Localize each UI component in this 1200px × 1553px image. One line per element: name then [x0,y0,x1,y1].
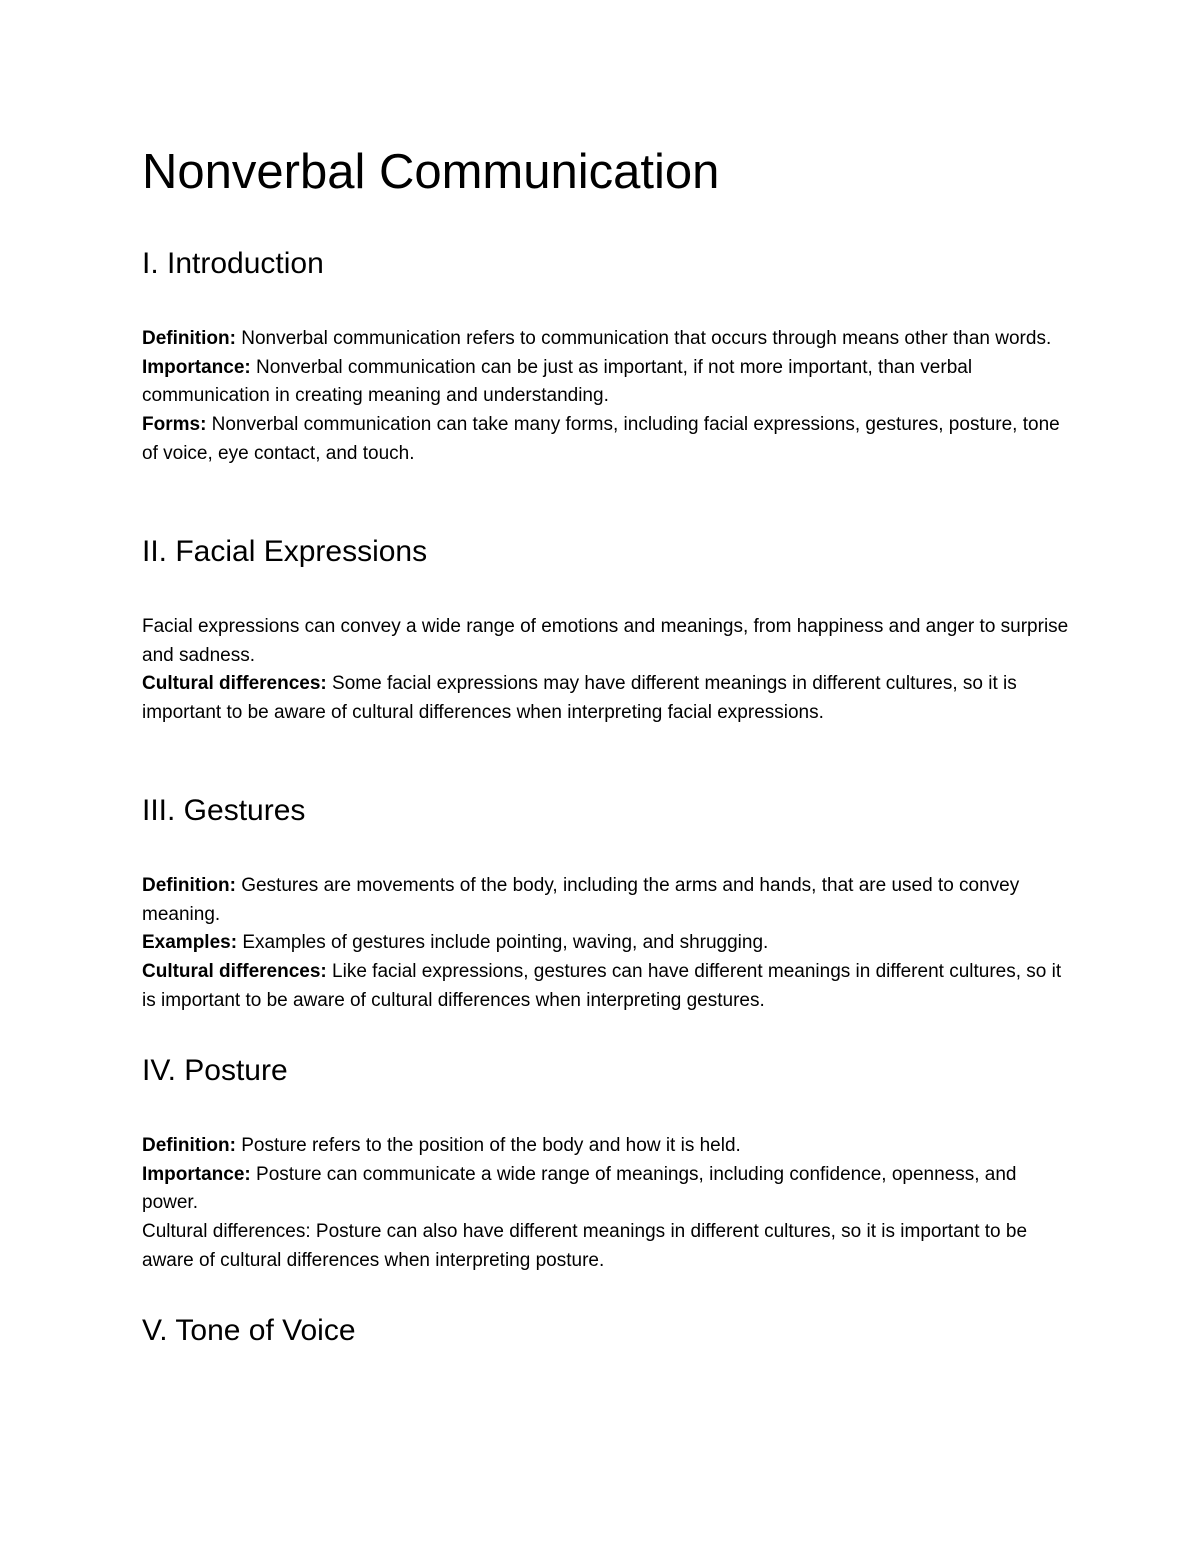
paragraph [142,872,1072,929]
section-facial-expressions-body [142,613,1072,728]
paragraph-label: Definition: [142,875,236,896]
section-heading: III. Gestures [142,794,306,827]
paragraph-text: Nonverbal communication can take many forms, including facial expressions, gestures, posture, tone of voice, eye contact, and touch. [142,414,1060,464]
paragraph [142,325,1072,354]
section-heading: V. Tone of Voice [142,1314,356,1347]
section-introduction-body [142,325,1072,469]
section-facial-expressions [142,532,1072,572]
paragraph-label: Forms: [142,414,207,436]
section-gestures [142,791,1072,831]
paragraph-label: Definition: [142,1135,236,1156]
section-tone-of-voice [142,1311,1072,1351]
paragraph-text: Some facial expressions may have different meanings in different cultures, so it is important to be aware of cultural differences when interpreting facial expressions. [142,673,1017,724]
paragraph-text: Like facial expressions, gestures can have different meanings in different cultures, so it is important to be aware of cultural differences when interpreting gestures. [142,961,1062,1011]
paragraph-text: Nonverbal communication can be just as important, if not more important, than verbal communication in creating meaning and understanding. [142,356,973,407]
paragraph-text: Posture can communicate a wide range of meanings, including confidence, openness, and power. [142,1163,1017,1214]
paragraph-label: Examples: [142,932,238,954]
paragraph-text: Gestures are movements of the body, including the arms and hands, that are used to convey meaning. [142,875,1020,925]
paragraph-label: Definition: [142,328,236,349]
paragraph-label: Cultural differences: [142,961,327,983]
paragraph-text: Facial expressions can convey a wide range of emotions and meanings, from happiness and anger to surprise and sadness. [142,616,1069,666]
paragraph-text: Cultural differences: Posture can also have different meanings in different cultures, so it is important to be aware of cultural differences when interpreting posture. [142,1221,1028,1271]
paragraph-label: Importance: [142,356,251,378]
paragraph [142,1161,1072,1218]
paragraph-label: Cultural differences: [142,673,327,695]
paragraph [142,929,1072,958]
paragraph-text: Posture refers to the position of the body and how it is held. [235,1135,741,1156]
paragraph [142,354,1072,411]
paragraph [142,1132,1072,1161]
paragraph [142,411,1072,468]
section-heading: II. Facial Expressions [142,535,428,568]
section-heading: I. Introduction [142,247,324,280]
paragraph-text: Nonverbal communication refers to communication that occurs through means other than words. [235,328,1052,349]
section-heading: IV. Posture [142,1054,288,1087]
section-gestures-body [142,872,1072,1016]
paragraph-label: Importance: [142,1163,251,1185]
section-posture [142,1051,1072,1091]
paragraph [142,613,1072,670]
paragraph [142,670,1072,727]
section-posture-body [142,1132,1072,1276]
paragraph [142,958,1072,1015]
section-introduction [142,244,1072,284]
paragraph-text: Examples of gestures include pointing, waving, and shrugging. [237,932,769,954]
paragraph [142,1218,1072,1275]
document-title: Nonverbal Communication [142,145,720,199]
